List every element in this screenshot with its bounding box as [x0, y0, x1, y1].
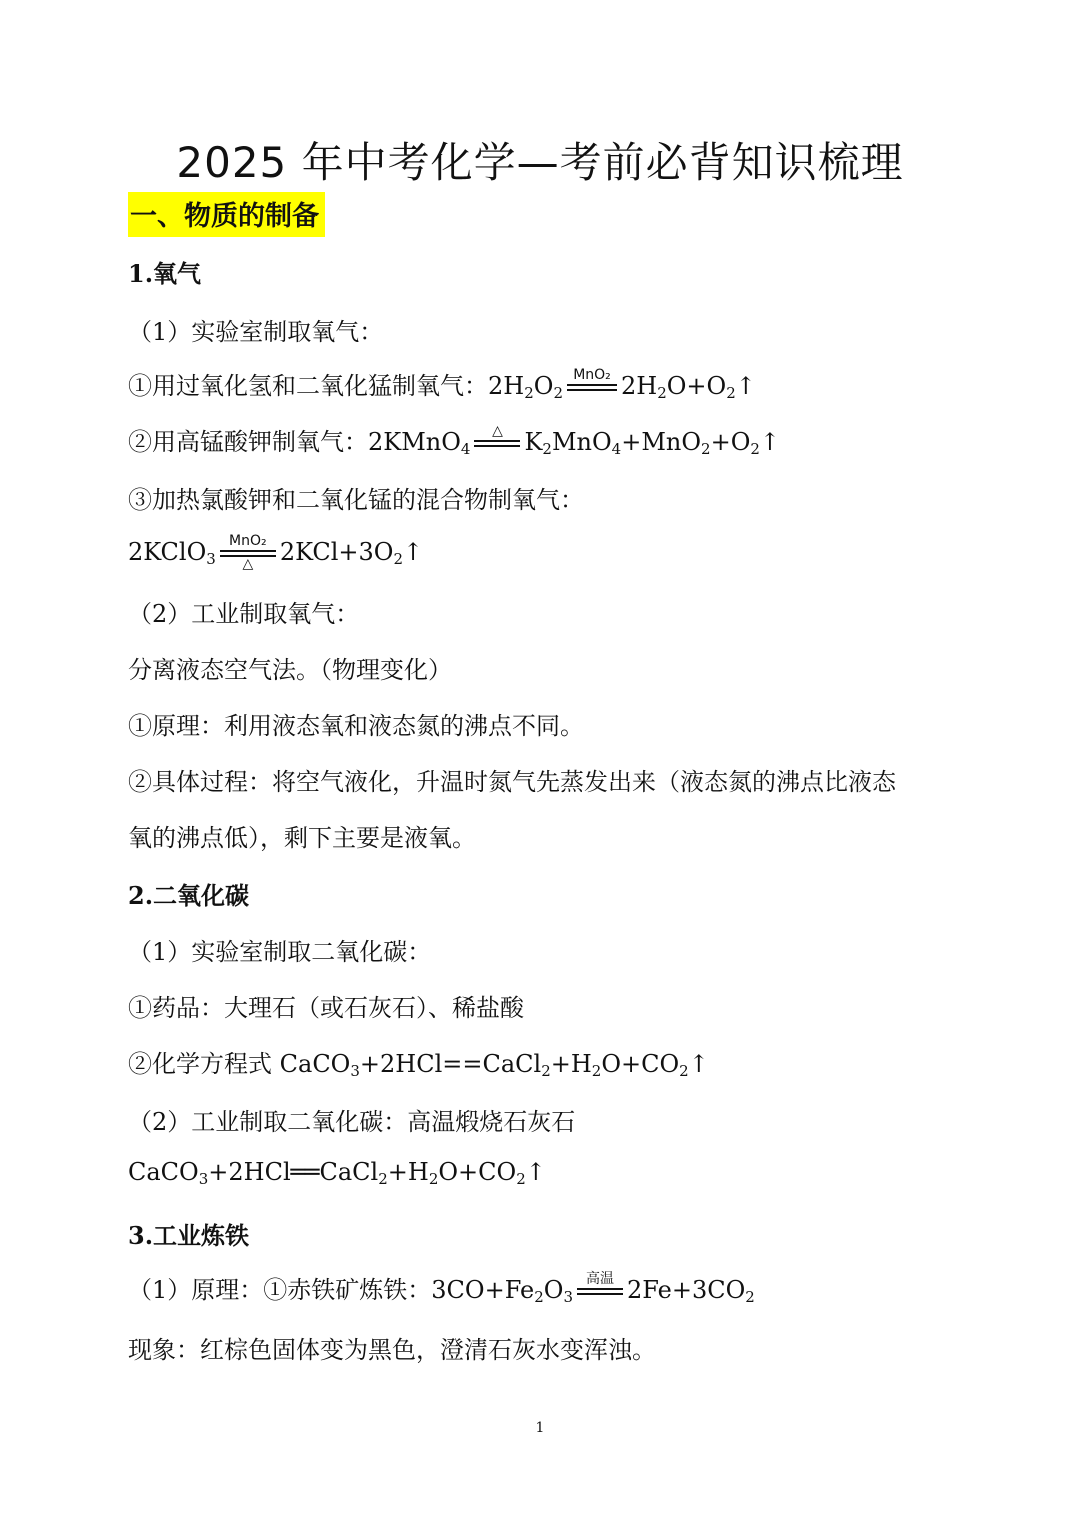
co2-equation: ②化学方程式 $CaCO_3+2HCl==CaCl_2+H_2O+CO_2↑$: [128, 1050, 709, 1080]
subsection-iron-heading: 3.工业炼铁: [128, 1221, 250, 1250]
page-number: 1: [535, 1420, 545, 1436]
high-temp-label: 高温: [586, 1271, 615, 1287]
subsection-co2-heading: 2.二氧化碳: [128, 881, 250, 910]
section-heading: 一、物质的制备: [128, 192, 325, 237]
principle-text: （1）原理：①赤铁矿炼铁：: [128, 1276, 432, 1304]
subsection-oxygen-heading: 1.氧气: [128, 259, 202, 288]
iron-principle: （1）原理：①赤铁矿炼铁：$3CO+Fe_2O_3$ 高温 $2Fe+3CO_2$: [128, 1270, 755, 1311]
industrial-oxygen-process-1: ②具体过程：将空气液化，升温时氮气先蒸发出来（液态氮的沸点比液态: [128, 768, 896, 796]
industrial-oxygen-process-2: 氧的沸点低），剩下主要是液氧。: [128, 824, 476, 852]
oxygen-method-3-text: ③加热氯酸钾和二氧化锰的混合物制氧气：: [128, 486, 584, 514]
reaction-condition: [567, 368, 617, 407]
industrial-co2-heading: （2）工业制取二氧化碳：高温煅烧石灰石: [128, 1108, 576, 1136]
industrial-oxygen-principle: ①原理：利用液态氧和液态氮的沸点不同。: [128, 712, 584, 740]
co2-drugs: ①药品：大理石（或石灰石）、稀盐酸: [128, 994, 524, 1022]
oxygen-method-3-equation: 2KClO$_3$ MnO₂ △ $2KCl+3O_2↑$: [128, 533, 424, 572]
catalyst-label: MnO₂: [573, 367, 611, 383]
industrial-oxygen-heading: （2）工业制取氧气：: [128, 600, 360, 628]
method-2-text: ②用高锰酸钾制氧气：: [128, 428, 368, 456]
reaction-condition: [577, 1272, 623, 1311]
industrial-oxygen-method: 分离液态空气法。（物理变化）: [128, 656, 452, 684]
catalyst-label: MnO₂: [229, 533, 267, 549]
equation-label: ②化学方程式: [128, 1050, 280, 1078]
page-title: 2025 年中考化学—考前必背知识梳理: [176, 138, 904, 187]
oxygen-method-1: ①用过氧化氢和二氧化猛制氧气：$2H_2O_2$ MnO₂ $2H_2O+O_2↑$: [128, 366, 756, 407]
industrial-co2-equation: $CaCO_3+2HCl══CaCl_2+H_2O+CO_2↑$: [128, 1158, 546, 1188]
reaction-condition: [474, 424, 520, 463]
heat-symbol: △: [492, 423, 503, 439]
oxygen-method-2: ②用高锰酸钾制氧气：2KMnO$_4$ △ $K_2MnO_4+MnO_2+O_2↑$: [128, 422, 780, 463]
lab-co2-heading: （1）实验室制取二氧化碳：: [128, 938, 432, 966]
reaction-condition: [220, 534, 276, 573]
heat-symbol: △: [242, 556, 254, 572]
iron-phenomenon: 现象：红棕色固体变为黑色，澄清石灰水变浑浊。: [128, 1336, 656, 1364]
lab-oxygen-heading: （1）实验室制取氧气：: [128, 318, 384, 346]
method-1-text: ①用过氧化氢和二氧化猛制氧气：: [128, 372, 488, 400]
